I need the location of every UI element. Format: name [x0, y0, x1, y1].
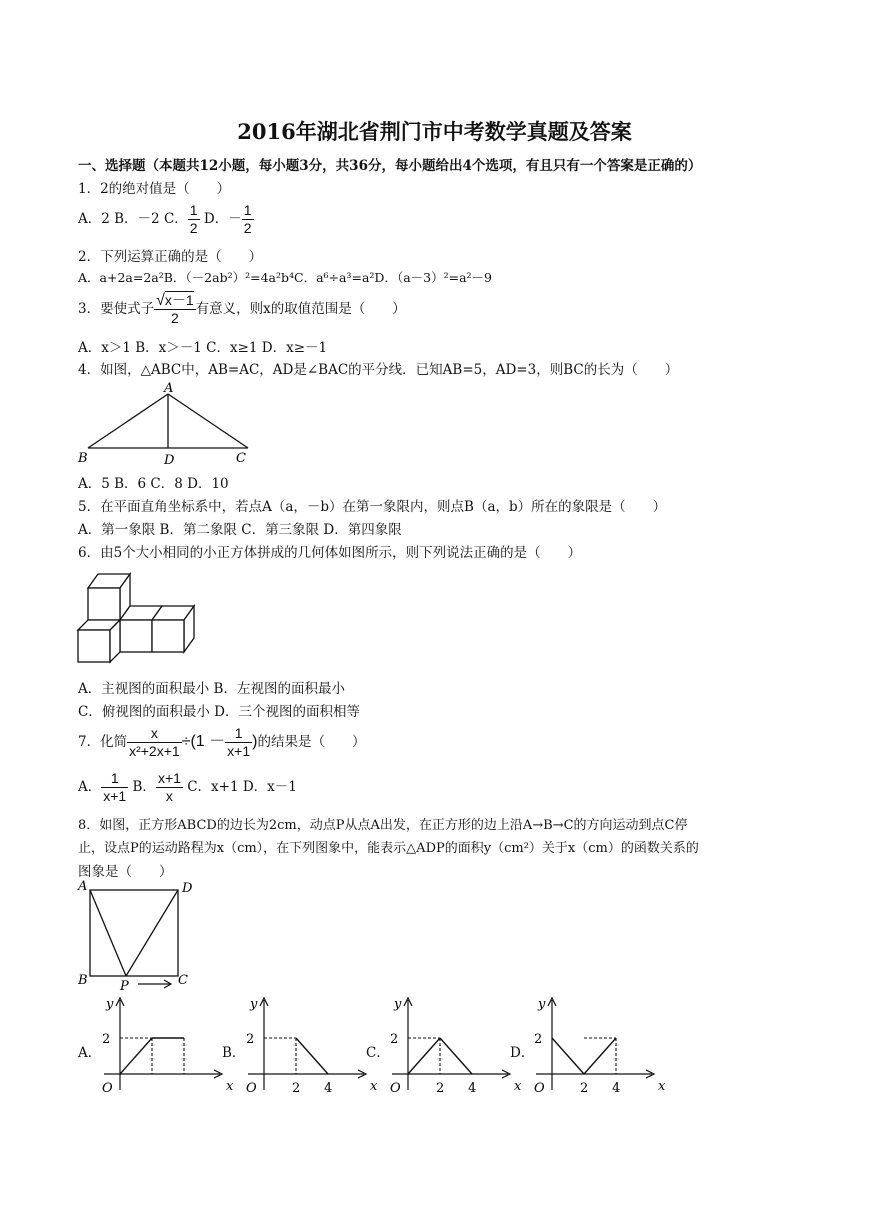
cubes-figure	[76, 566, 192, 672]
square-p-label: P	[120, 979, 129, 994]
square-a-label: A	[78, 879, 88, 894]
page-title: 2016年湖北省荆门市中考数学真题及答案	[237, 119, 632, 144]
vertex-b-label: B	[78, 451, 88, 466]
y-tick-2: 2	[102, 1032, 111, 1047]
triangle-figure	[76, 380, 256, 470]
q7-option-a-fraction: $\frac{1}{x+1}$	[103, 770, 127, 804]
y-axis-label: y	[394, 997, 402, 1012]
origin-label: O	[246, 1081, 257, 1096]
q1-fraction-d: $\frac{1}{2}$	[243, 202, 252, 236]
x-axis-label: x	[226, 1079, 234, 1094]
section-heading: 一、选择题（本题共12小题，每小题3分，共36分，每小题给出4个选项，有且只有一个答案是正确的）	[78, 158, 702, 174]
square-d-label: D	[182, 881, 193, 896]
graph-option-label: D．	[510, 1045, 535, 1061]
function-graph-b	[222, 994, 378, 1102]
question-3-options: A．x＞1 B．x＞－1 C．x≥1 D．x≥－1	[78, 340, 328, 356]
origin-label: O	[390, 1081, 401, 1096]
question-7-stem: 7．化简 $\frac{x}{\text{x²+2x+1}}$ ÷(1 － $\frac{1}{x+1}$ )的结果是（ ）	[78, 725, 366, 759]
function-graph-c	[366, 994, 522, 1102]
q7-fraction-2: $\frac{1}{x+1}$	[227, 725, 251, 759]
q7-fraction-1: $\frac{x}{\text{x²+2x+1}}$	[129, 725, 180, 759]
question-5-stem: 5．在平面直角坐标系中，若点A（a，－b）在第一象限内，则点B（a，b）所在的象限是（ ）	[78, 499, 667, 515]
q1-fraction-c: $\frac{1}{2}$	[189, 202, 198, 236]
vertex-a-label: A	[164, 381, 174, 396]
x-tick-4: 4	[324, 1081, 333, 1096]
square-b-label: B	[78, 973, 88, 988]
question-8-line3: 图象是（ ）	[78, 864, 173, 880]
point-d-label: D	[164, 453, 175, 468]
q1-option-b: B．－2	[114, 211, 160, 227]
question-6-options-line1: A．主视图的面积最小 B．左视图的面积最小	[78, 681, 345, 697]
y-axis-label: y	[538, 997, 546, 1012]
square-c-label: C	[178, 973, 188, 988]
x-axis-label: x	[514, 1079, 522, 1094]
question-5-options: A．第一象限 B．第二象限 C．第三象限 D．第四象限	[78, 522, 402, 538]
q1-option-d: D．－	[203, 211, 242, 227]
y-tick-2: 2	[534, 1032, 543, 1047]
origin-label: O	[102, 1081, 113, 1096]
question-2-stem: 2．下列运算正确的是（ ）	[78, 249, 263, 265]
y-tick-2: 2	[246, 1032, 255, 1047]
vertex-c-label: C	[236, 451, 246, 466]
question-8-line1: 8．如图，正方形ABCD的边长为2cm，动点P从点A出发，在正方形的边上沿A→B→C的方向运动到点C停	[78, 818, 688, 833]
x-tick-2: 2	[292, 1081, 301, 1096]
square-figure	[74, 876, 194, 996]
question-2-options: A．a+2a=2a²B．（－2ab²）²=4a²b⁴C．a⁶÷a³=a²D．（a－3）²=a²－9	[78, 270, 492, 285]
graph-option-label: C．	[366, 1045, 390, 1061]
graph-option-label: A．	[78, 1045, 102, 1061]
question-6-options-line2: C．俯视图的面积最小 D．三个视图的面积相等	[78, 704, 360, 720]
function-graph-a	[78, 994, 234, 1102]
x-tick-2: 2	[580, 1081, 589, 1096]
q3-radical-fraction: $\frac{√x-1}{2}$	[156, 292, 194, 326]
y-axis-label: y	[106, 997, 114, 1012]
question-1-options	[78, 200, 254, 238]
question-1-stem: 1．2的绝对值是（ ）	[78, 181, 231, 197]
question-4-stem: 4．如图，△ABC中，AB=AC，AD是∠BAC的平分线．已知AB=5，AD=3，则BC的长为（ ）	[78, 362, 679, 378]
question-6-stem: 6．由5个大小相同的小正方体拼成的几何体如图所示，则下列说法正确的是（ ）	[78, 545, 582, 561]
x-tick-2: 2	[436, 1081, 445, 1096]
graph-option-label: B．	[222, 1045, 246, 1061]
y-tick-2: 2	[390, 1032, 399, 1047]
question-8-line2: 止，设点P的运动路程为x（cm），在下列图象中，能表示△ADP的面积y（cm²）关于x（cm）的函数关系的	[78, 841, 699, 856]
q7-option-b-fraction: $\frac{x+1}{x}$	[157, 770, 181, 804]
y-axis-label: y	[250, 997, 258, 1012]
x-axis-label: x	[658, 1079, 666, 1094]
origin-label: O	[534, 1081, 545, 1096]
x-tick-4: 4	[612, 1081, 621, 1096]
question-3-stem: 3．要使式子 $\frac{√x-1}{2}$ 有意义，则x的取值范围是（ ）	[78, 292, 406, 326]
function-graph-d	[510, 994, 666, 1102]
question-4-options: A．5 B．6 C．8 D．10	[78, 476, 229, 492]
x-axis-label: x	[370, 1079, 378, 1094]
q1-option-a: A．2	[78, 211, 110, 227]
question-7-options: A． $\frac{1}{x+1}$ B． $\frac{x+1}{x}$ C．x+1 D．x－1	[78, 770, 297, 804]
x-tick-4: 4	[468, 1081, 477, 1096]
q1-option-c: C．	[163, 211, 188, 227]
